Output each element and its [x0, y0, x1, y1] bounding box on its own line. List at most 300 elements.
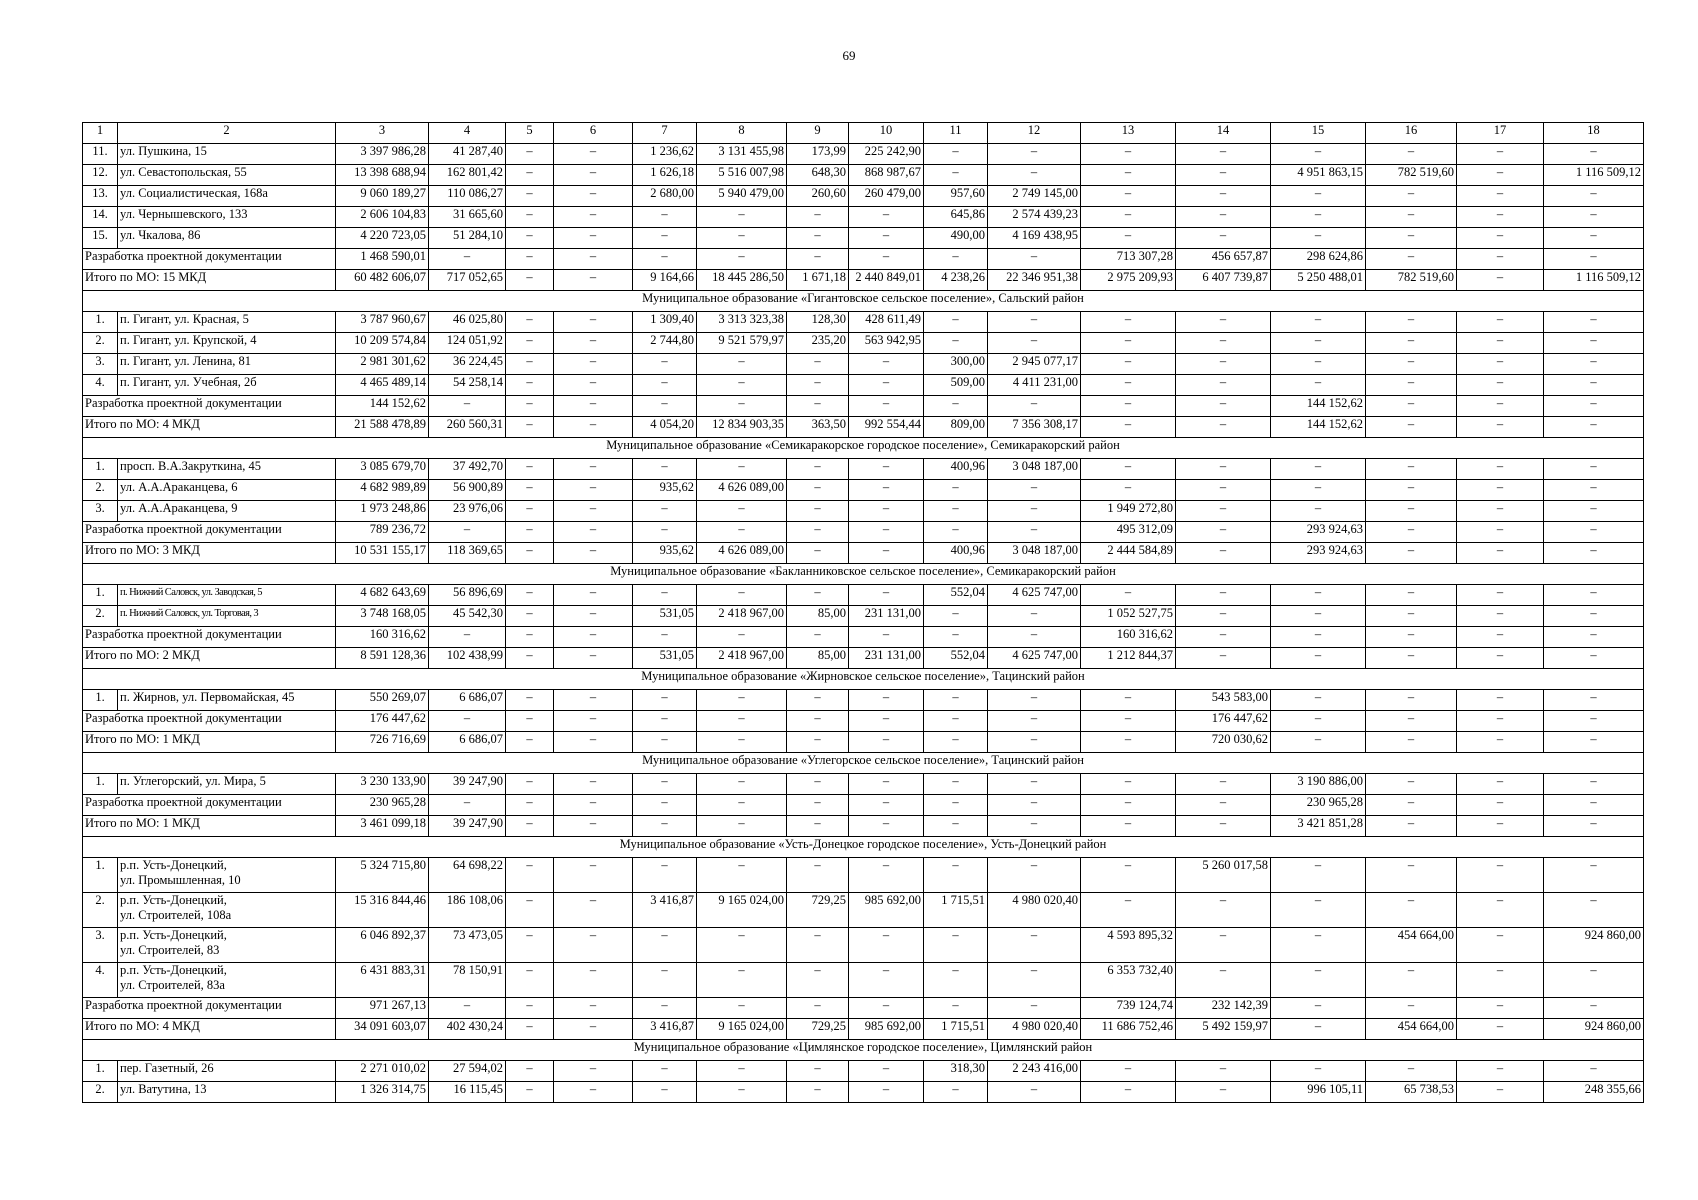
value-cell: –	[1457, 928, 1544, 963]
value-cell: –	[1366, 480, 1457, 501]
value-cell: 85,00	[787, 648, 849, 669]
value-cell: –	[1366, 186, 1457, 207]
value-cell: 1 626,18	[633, 165, 697, 186]
value-cell: 54 258,14	[429, 375, 506, 396]
value-cell: 6 046 892,37	[336, 928, 429, 963]
value-cell: –	[924, 1082, 988, 1103]
value-cell: –	[1544, 627, 1644, 648]
address-cell: р.п. Усть-Донецкий, ул. Промышленная, 10	[118, 858, 336, 893]
value-cell: –	[1544, 963, 1644, 998]
value-cell: –	[1366, 417, 1457, 438]
value-cell: –	[1457, 1019, 1544, 1040]
summary-row	[83, 816, 1644, 837]
value-cell: 144 152,62	[336, 396, 429, 417]
value-cell: 12 834 903,35	[697, 417, 787, 438]
section-header-row	[83, 669, 1644, 690]
address-cell: ул. А.А.Араканцева, 6	[118, 480, 336, 501]
value-cell: 231 131,00	[849, 606, 924, 627]
value-cell: –	[988, 522, 1081, 543]
value-cell: 232 142,39	[1176, 998, 1271, 1019]
value-cell: –	[849, 228, 924, 249]
value-cell: –	[1544, 375, 1644, 396]
value-cell: –	[506, 207, 554, 228]
value-cell: 3 787 960,67	[336, 312, 429, 333]
table-row	[83, 228, 1644, 249]
table-row	[83, 165, 1644, 186]
value-cell: 15 316 844,46	[336, 893, 429, 928]
value-cell: –	[1081, 333, 1176, 354]
value-cell: –	[988, 1082, 1081, 1103]
value-cell: –	[554, 1061, 633, 1082]
value-cell: 260,60	[787, 186, 849, 207]
row-index: 1.	[83, 774, 118, 795]
value-cell: –	[633, 1082, 697, 1103]
value-cell: –	[633, 1061, 697, 1082]
value-cell: 6 407 739,87	[1176, 270, 1271, 291]
value-cell: –	[1457, 228, 1544, 249]
value-cell: –	[1457, 165, 1544, 186]
value-cell: –	[924, 501, 988, 522]
value-cell: –	[1081, 186, 1176, 207]
value-cell: –	[506, 732, 554, 753]
value-cell: –	[1457, 732, 1544, 753]
value-cell: 992 554,44	[849, 417, 924, 438]
value-cell: –	[506, 312, 554, 333]
value-cell: –	[506, 165, 554, 186]
column-number: 6	[554, 123, 633, 144]
value-cell: 4 238,26	[924, 270, 988, 291]
value-cell: –	[1176, 627, 1271, 648]
value-cell: –	[1457, 480, 1544, 501]
column-number: 7	[633, 123, 697, 144]
value-cell: 2 440 849,01	[849, 270, 924, 291]
value-cell: –	[1457, 417, 1544, 438]
value-cell: –	[1366, 207, 1457, 228]
value-cell: 400,96	[924, 459, 988, 480]
address-cell: ул. А.А.Араканцева, 9	[118, 501, 336, 522]
value-cell: 173,99	[787, 144, 849, 165]
value-cell: –	[988, 690, 1081, 711]
value-cell: 4 625 747,00	[988, 585, 1081, 606]
value-cell: 428 611,49	[849, 312, 924, 333]
value-cell: –	[1176, 893, 1271, 928]
summary-label: Итого по МО: 1 МКД	[83, 732, 336, 753]
value-cell: –	[924, 816, 988, 837]
table-row	[83, 1061, 1644, 1082]
value-cell: –	[633, 690, 697, 711]
address-cell: ул. Севастопольская, 55	[118, 165, 336, 186]
value-cell: –	[1457, 1061, 1544, 1082]
address-cell: р.п. Усть-Донецкий, ул. Строителей, 108а	[118, 893, 336, 928]
value-cell: –	[1366, 249, 1457, 270]
page-number: 69	[842, 48, 856, 63]
value-cell: –	[924, 606, 988, 627]
summary-row	[83, 249, 1644, 270]
value-cell: –	[1081, 1082, 1176, 1103]
value-cell: –	[1457, 774, 1544, 795]
value-cell: 729,25	[787, 893, 849, 928]
address-cell: п. Гигант, ул. Ленина, 81	[118, 354, 336, 375]
column-number: 3	[336, 123, 429, 144]
value-cell: 51 284,10	[429, 228, 506, 249]
value-cell: –	[1544, 228, 1644, 249]
value-cell: –	[554, 312, 633, 333]
value-cell: –	[924, 732, 988, 753]
row-index: 2.	[83, 893, 118, 928]
value-cell: –	[1271, 893, 1366, 928]
value-cell: 46 025,80	[429, 312, 506, 333]
value-cell: –	[988, 928, 1081, 963]
summary-label: Разработка проектной документации	[83, 711, 336, 732]
value-cell: –	[633, 375, 697, 396]
value-cell: –	[554, 270, 633, 291]
value-cell: –	[506, 522, 554, 543]
value-cell: –	[787, 396, 849, 417]
value-cell: –	[1366, 648, 1457, 669]
value-cell: –	[1457, 690, 1544, 711]
value-cell: –	[554, 375, 633, 396]
value-cell: 729,25	[787, 1019, 849, 1040]
value-cell: 924 860,00	[1544, 1019, 1644, 1040]
value-cell: 6 686,07	[429, 732, 506, 753]
value-cell: –	[429, 795, 506, 816]
value-cell: –	[787, 928, 849, 963]
summary-label: Итого по МО: 1 МКД	[83, 816, 336, 837]
value-cell: –	[506, 774, 554, 795]
value-cell: –	[1176, 1061, 1271, 1082]
value-cell: –	[1457, 186, 1544, 207]
value-cell: 3 230 133,90	[336, 774, 429, 795]
value-cell: –	[988, 144, 1081, 165]
value-cell: 985 692,00	[849, 893, 924, 928]
value-cell: 1 116 509,12	[1544, 270, 1644, 291]
value-cell: –	[1457, 354, 1544, 375]
value-cell: –	[554, 1019, 633, 1040]
value-cell: –	[1544, 396, 1644, 417]
value-cell: –	[924, 522, 988, 543]
funding-table	[82, 122, 1644, 1103]
address-cell: п. Гигант, ул. Крупской, 4	[118, 333, 336, 354]
value-cell: –	[506, 186, 554, 207]
value-cell: 6 353 732,40	[1081, 963, 1176, 998]
value-cell: 4 169 438,95	[988, 228, 1081, 249]
value-cell: –	[849, 354, 924, 375]
value-cell: –	[697, 522, 787, 543]
value-cell: –	[1176, 648, 1271, 669]
value-cell: –	[506, 690, 554, 711]
value-cell: –	[988, 998, 1081, 1019]
value-cell: –	[1081, 165, 1176, 186]
value-cell: –	[633, 928, 697, 963]
value-cell: –	[1176, 228, 1271, 249]
value-cell: –	[1176, 459, 1271, 480]
row-index: 3.	[83, 501, 118, 522]
value-cell: –	[849, 543, 924, 564]
summary-row	[83, 732, 1644, 753]
value-cell: –	[1544, 1061, 1644, 1082]
value-cell: 298 624,86	[1271, 249, 1366, 270]
value-cell: 10 531 155,17	[336, 543, 429, 564]
value-cell: 490,00	[924, 228, 988, 249]
value-cell: –	[1544, 585, 1644, 606]
value-cell: –	[506, 893, 554, 928]
value-cell: –	[1271, 998, 1366, 1019]
summary-row	[83, 711, 1644, 732]
value-cell: 454 664,00	[1366, 928, 1457, 963]
value-cell: –	[924, 333, 988, 354]
value-cell: 85,00	[787, 606, 849, 627]
value-cell: –	[849, 501, 924, 522]
row-index: 4.	[83, 963, 118, 998]
summary-label: Разработка проектной документации	[83, 795, 336, 816]
value-cell: –	[924, 928, 988, 963]
value-cell: –	[697, 207, 787, 228]
column-number: 18	[1544, 123, 1644, 144]
row-index: 1.	[83, 585, 118, 606]
address-cell: просп. В.А.Закруткина, 45	[118, 459, 336, 480]
value-cell: –	[697, 249, 787, 270]
value-cell: –	[506, 606, 554, 627]
value-cell: 5 250 488,01	[1271, 270, 1366, 291]
value-cell: –	[1271, 207, 1366, 228]
value-cell: –	[924, 396, 988, 417]
value-cell: –	[1271, 963, 1366, 998]
value-cell: 31 665,60	[429, 207, 506, 228]
value-cell: 36 224,45	[429, 354, 506, 375]
value-cell: –	[1366, 858, 1457, 893]
value-cell: 935,62	[633, 480, 697, 501]
value-cell: –	[1366, 795, 1457, 816]
value-cell: –	[429, 396, 506, 417]
value-cell: –	[1271, 228, 1366, 249]
table-row	[83, 774, 1644, 795]
value-cell: –	[924, 998, 988, 1019]
value-cell: 402 430,24	[429, 1019, 506, 1040]
value-cell: 5 324 715,80	[336, 858, 429, 893]
value-cell: 64 698,22	[429, 858, 506, 893]
value-cell: –	[787, 522, 849, 543]
value-cell: 11 686 752,46	[1081, 1019, 1176, 1040]
value-cell: –	[429, 522, 506, 543]
value-cell: –	[1366, 585, 1457, 606]
value-cell: –	[1176, 522, 1271, 543]
summary-label: Итого по МО: 15 МКД	[83, 270, 336, 291]
value-cell: 2 744,80	[633, 333, 697, 354]
value-cell: –	[1176, 417, 1271, 438]
section-header-row	[83, 1040, 1644, 1061]
row-index: 2.	[83, 480, 118, 501]
value-cell: –	[924, 627, 988, 648]
value-cell: –	[1457, 312, 1544, 333]
value-cell: 2 444 584,89	[1081, 543, 1176, 564]
value-cell: –	[787, 732, 849, 753]
value-cell: –	[1457, 375, 1544, 396]
value-cell: –	[554, 354, 633, 375]
value-cell: 248 355,66	[1544, 1082, 1644, 1103]
value-cell: –	[1457, 522, 1544, 543]
value-cell: 9 060 189,27	[336, 186, 429, 207]
value-cell: 563 942,95	[849, 333, 924, 354]
value-cell: –	[697, 1061, 787, 1082]
summary-row	[83, 648, 1644, 669]
summary-label: Итого по МО: 4 МКД	[83, 1019, 336, 1040]
value-cell: –	[1366, 606, 1457, 627]
value-cell: –	[429, 249, 506, 270]
value-cell: –	[787, 627, 849, 648]
value-cell: –	[1366, 501, 1457, 522]
value-cell: –	[1457, 1082, 1544, 1103]
value-cell: –	[506, 354, 554, 375]
value-cell: 34 091 603,07	[336, 1019, 429, 1040]
section-header-row	[83, 753, 1644, 774]
value-cell: –	[787, 207, 849, 228]
column-number: 15	[1271, 123, 1366, 144]
value-cell: 363,50	[787, 417, 849, 438]
value-cell: 4 980 020,40	[988, 1019, 1081, 1040]
value-cell: –	[1544, 606, 1644, 627]
municipality-title: Муниципальное образование «Усть-Донецкое городское поселение», Усть-Донецкий район	[83, 837, 1644, 858]
value-cell: –	[506, 585, 554, 606]
address-cell: ул. Социалистическая, 168а	[118, 186, 336, 207]
row-index: 2.	[83, 1082, 118, 1103]
value-cell: –	[1271, 1019, 1366, 1040]
column-number: 8	[697, 123, 787, 144]
value-cell: 1 309,40	[633, 312, 697, 333]
value-cell: –	[1081, 396, 1176, 417]
value-cell: –	[787, 249, 849, 270]
value-cell: –	[1081, 774, 1176, 795]
value-cell: –	[506, 963, 554, 998]
value-cell: 2 271 010,02	[336, 1061, 429, 1082]
value-cell: –	[849, 585, 924, 606]
municipality-title: Муниципальное образование «Гигантовское сельское поселение», Сальский район	[83, 291, 1644, 312]
value-cell: 713 307,28	[1081, 249, 1176, 270]
value-cell: 3 190 886,00	[1271, 774, 1366, 795]
value-cell: –	[1457, 585, 1544, 606]
value-cell: –	[1366, 354, 1457, 375]
address-cell: пер. Газетный, 26	[118, 1061, 336, 1082]
value-cell: –	[1366, 312, 1457, 333]
value-cell: –	[633, 963, 697, 998]
value-cell: 4 625 747,00	[988, 648, 1081, 669]
value-cell: –	[1271, 585, 1366, 606]
value-cell: –	[1271, 333, 1366, 354]
value-cell: –	[1271, 186, 1366, 207]
value-cell: –	[554, 459, 633, 480]
value-cell: –	[1544, 249, 1644, 270]
value-cell: –	[506, 396, 554, 417]
value-cell: –	[506, 998, 554, 1019]
value-cell: –	[1176, 144, 1271, 165]
value-cell: 1 973 248,86	[336, 501, 429, 522]
value-cell: –	[506, 816, 554, 837]
value-cell: 18 445 286,50	[697, 270, 787, 291]
value-cell: –	[633, 858, 697, 893]
value-cell: –	[1457, 249, 1544, 270]
value-cell: –	[633, 501, 697, 522]
value-cell: –	[1271, 312, 1366, 333]
value-cell: 400,96	[924, 543, 988, 564]
address-cell: р.п. Усть-Донецкий, ул. Строителей, 83	[118, 928, 336, 963]
value-cell: –	[1544, 648, 1644, 669]
row-index: 15.	[83, 228, 118, 249]
value-cell: –	[506, 459, 554, 480]
value-cell: –	[1271, 858, 1366, 893]
value-cell: –	[787, 375, 849, 396]
value-cell: 102 438,99	[429, 648, 506, 669]
value-cell: –	[988, 858, 1081, 893]
summary-row	[83, 1019, 1644, 1040]
value-cell: –	[506, 480, 554, 501]
value-cell: 293 924,63	[1271, 543, 1366, 564]
value-cell: –	[554, 186, 633, 207]
table-row	[83, 459, 1644, 480]
municipality-title: Муниципальное образование «Бакланниковское сельское поселение», Семикаракорский район	[83, 564, 1644, 585]
value-cell: –	[697, 627, 787, 648]
value-cell: –	[506, 627, 554, 648]
value-cell: –	[554, 732, 633, 753]
summary-label: Итого по МО: 3 МКД	[83, 543, 336, 564]
value-cell: –	[1081, 732, 1176, 753]
address-cell: п. Углегорский, ул. Мира, 5	[118, 774, 336, 795]
value-cell: 45 542,30	[429, 606, 506, 627]
value-cell: –	[554, 795, 633, 816]
value-cell: –	[554, 585, 633, 606]
value-cell: –	[1271, 627, 1366, 648]
row-index: 3.	[83, 354, 118, 375]
municipality-title: Муниципальное образование «Углегорское сельское поселение», Тацинский район	[83, 753, 1644, 774]
value-cell: –	[1366, 543, 1457, 564]
value-cell: –	[697, 228, 787, 249]
value-cell: –	[554, 963, 633, 998]
section-header-row	[83, 438, 1644, 459]
address-cell: ул. Чкалова, 86	[118, 228, 336, 249]
value-cell: –	[988, 627, 1081, 648]
value-cell: –	[633, 354, 697, 375]
value-cell: –	[1081, 816, 1176, 837]
value-cell: 293 924,63	[1271, 522, 1366, 543]
table-row	[83, 312, 1644, 333]
value-cell: 3 131 455,98	[697, 144, 787, 165]
value-cell: –	[554, 998, 633, 1019]
value-cell: –	[1544, 543, 1644, 564]
value-cell: –	[1366, 627, 1457, 648]
value-cell: –	[787, 480, 849, 501]
value-cell: –	[849, 627, 924, 648]
value-cell: 9 165 024,00	[697, 1019, 787, 1040]
value-cell: –	[429, 998, 506, 1019]
value-cell: –	[1544, 816, 1644, 837]
value-cell: –	[633, 732, 697, 753]
value-cell: 868 987,67	[849, 165, 924, 186]
column-number: 9	[787, 123, 849, 144]
value-cell: 3 416,87	[633, 1019, 697, 1040]
value-cell: –	[924, 795, 988, 816]
value-cell: 2 945 077,17	[988, 354, 1081, 375]
value-cell: 648,30	[787, 165, 849, 186]
value-cell: –	[1457, 711, 1544, 732]
value-cell: –	[1176, 928, 1271, 963]
value-cell: –	[924, 144, 988, 165]
value-cell: –	[849, 858, 924, 893]
value-cell: –	[1366, 774, 1457, 795]
value-cell: –	[1457, 893, 1544, 928]
row-index: 2.	[83, 606, 118, 627]
value-cell: –	[1457, 144, 1544, 165]
value-cell: 2 975 209,93	[1081, 270, 1176, 291]
value-cell: 39 247,90	[429, 816, 506, 837]
value-cell: –	[1457, 858, 1544, 893]
